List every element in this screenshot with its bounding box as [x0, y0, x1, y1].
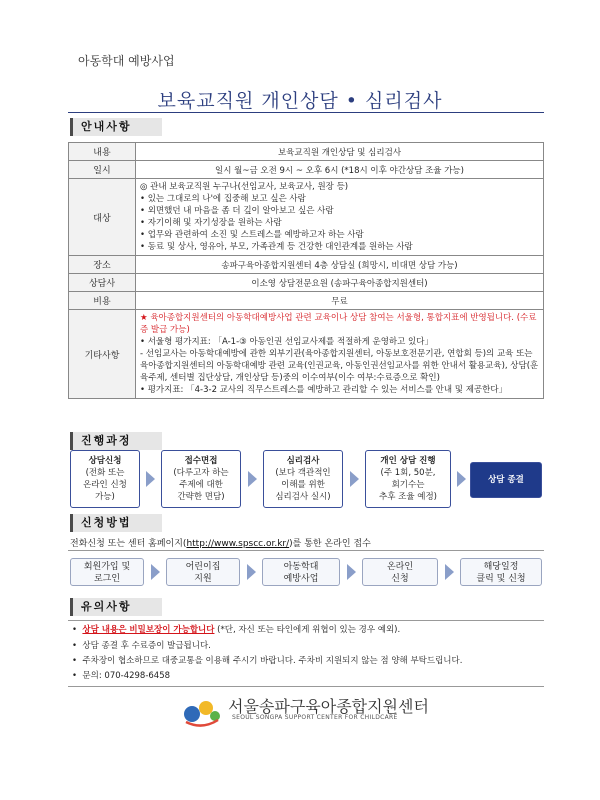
process-step-apply	[70, 450, 140, 508]
step-desc: 심리검사 실시)	[275, 492, 331, 502]
row-key: 장소	[69, 256, 136, 274]
arrow-icon	[151, 564, 160, 580]
step-desc: 주제에 대한	[179, 480, 223, 490]
row-key: 상담사	[69, 274, 136, 292]
caution-text: 상담 종결 후 수료증이 발급됩니다.	[82, 641, 211, 651]
page-title: 보육교직원 개인상담 • 심리검사	[157, 90, 443, 112]
divider	[68, 686, 544, 687]
step-label: 신청	[391, 574, 409, 584]
target-line: • 자기이해 및 자기성장을 원하는 사람	[140, 218, 282, 228]
step-desc: (주 1회, 50분,	[380, 468, 436, 478]
arrow-icon	[146, 471, 155, 487]
apply-step-daycare	[166, 558, 240, 586]
step-desc: 이해를 위한	[281, 480, 325, 490]
target-line: • 있는 그대로의 나'에 집중해 보고 싶은 사람	[140, 194, 306, 204]
divider	[68, 550, 544, 551]
step-desc: 회기수는	[391, 480, 425, 490]
process-step-test	[263, 450, 343, 508]
table-row	[69, 256, 544, 274]
apply-desc	[70, 536, 371, 549]
arrow-icon	[445, 564, 454, 580]
step-label: 어린이집	[185, 562, 221, 572]
caution-text: 주차장이 협소하므로 대중교통을 이용해 주시기 바랍니다. 주차비 지원되지 않는 점 양해 부탁드립니다.	[82, 656, 463, 666]
caution-item: • 상담 종결 후 수료증이 발급됩니다.	[72, 641, 211, 651]
apply-step-online	[362, 558, 438, 586]
section-heading-apply: 신청방법	[70, 514, 162, 532]
table-row	[69, 179, 544, 256]
target-line: • 동료 및 상사, 영유아, 부모, 가족관계 등 건강한 대인관계를 원하는 사람	[140, 242, 413, 252]
apply-step-login	[70, 558, 144, 586]
row-key: 일시	[69, 161, 136, 179]
apply-step-program	[262, 558, 340, 586]
row-value: 보육교직원 개인상담 및 심리검사	[136, 143, 544, 161]
row-key: 내용	[69, 143, 136, 161]
row-key: 대상	[69, 179, 136, 256]
arrow-icon	[457, 471, 466, 487]
step-desc: 온라인 신청	[83, 480, 127, 490]
caution-item: • 문의: 070-4298-6458	[72, 671, 171, 681]
row-value: 송파구육아종합지원센터 4층 상담실 (희망시, 비대면 상담 가능)	[136, 256, 544, 274]
apply-text: )를 통한 온라인 접수	[289, 539, 371, 549]
table-row	[69, 274, 544, 292]
step-label: 회원가입 및	[83, 562, 131, 572]
row-key: 기타사항	[69, 310, 136, 399]
process-step-counsel	[365, 450, 451, 508]
table-row	[69, 292, 544, 310]
arrow-icon	[248, 471, 257, 487]
title-divider	[68, 112, 544, 113]
homepage-link[interactable]: http://www.spscc.or.kr/	[186, 539, 290, 549]
process-step-intake	[161, 450, 241, 508]
step-label: 해당일정	[483, 562, 519, 572]
caution-item: • 주차장이 협소하므로 대중교통을 이용해 주시기 바랍니다. 주차비 지원되지 않는 점 양해 부탁드립니다.	[72, 656, 463, 666]
step-desc: 가능)	[95, 492, 115, 502]
row-value-etc	[136, 310, 544, 399]
apply-text: 전화신청 또는 센터 홈페이지(	[70, 539, 187, 549]
table-row	[69, 310, 544, 399]
step-title: 상담신청	[88, 456, 122, 466]
process-step-end: 상담 종결	[470, 462, 542, 498]
footer-org-name: 서울송파구육아종합지원센터	[228, 697, 429, 716]
row-value: 일시 월~금 오전 9시 ~ 오후 6시 (*18시 이후 야간상담 조율 가능)	[136, 161, 544, 179]
step-label: 온라인	[386, 562, 414, 572]
target-line: • 업무와 관련하여 소진 및 스트레스를 예방하고자 하는 사람	[140, 230, 364, 240]
step-title: 심리검사	[286, 456, 320, 466]
caution-item: • 상담 내용은 비밀보장이 가능합니다 (*단, 자신 또는 타인에게 위협이 있는 경우 예외).	[72, 625, 401, 635]
step-label: 예방사업	[283, 574, 319, 584]
footer-org-english: SEOUL SONGPA SUPPORT CENTER FOR CHILDCARE	[232, 714, 398, 721]
etc-line: • 서울형 평가지표: 「A-1-③ 아동인권 선임교사제를 적절하게 운영하고 있다」	[140, 337, 433, 347]
section-heading-guide: 안내사항	[70, 118, 162, 136]
caution-text: (*단, 자신 또는 타인에게 위협이 있는 경우 예외).	[214, 625, 401, 635]
etc-line: • 평가지표: 「4-3-2 교사의 직무스트레스를 예방하고 관리할 수 있는 서비스를 안내 및 제공한다」	[140, 385, 508, 395]
step-title: 접수면접	[184, 456, 218, 466]
etc-line: - 선임교사는 아동학대예방에 관한 외부기관(육아종합지원센터, 아동보호전문기관, 연합회 등)의 교육 또는 육아종합지원센터의 아동학대예방 관련 교육(인권교육, 아동인권선임교사를 위한 안내서 활용교육), 상담(훈육주제, 센터별 집단상담, 개인상담 등)중의 이수여부(이수 여부:수료증으로 확인)	[140, 349, 539, 383]
caution-red: 상담 내용은 비밀보장이 가능합니다	[82, 625, 215, 635]
program-category: 아동학대 예방사업	[78, 54, 175, 68]
divider	[68, 620, 544, 621]
arrow-icon	[247, 564, 256, 580]
center-logo-icon	[182, 694, 222, 728]
section-heading-caution: 유의사항	[70, 598, 162, 616]
row-key: 비용	[69, 292, 136, 310]
step-label: 클릭 및 신청	[476, 574, 526, 584]
info-table	[68, 142, 544, 399]
row-value: 무료	[136, 292, 544, 310]
step-desc: (전화 또는	[85, 468, 125, 478]
arrow-icon	[347, 564, 356, 580]
step-desc: 추후 조율 예정)	[379, 492, 437, 502]
step-label: 아동학대	[283, 562, 319, 572]
row-value-target	[136, 179, 544, 256]
section-heading-process: 진행과정	[70, 432, 162, 450]
row-value: 이소영 상담전문요원 (송파구육아종합지원센터)	[136, 274, 544, 292]
table-row	[69, 143, 544, 161]
apply-step-schedule	[460, 558, 542, 586]
notice-red: ★ 육아종합지원센터의 아동학대예방사업 관련 교육이나 상담 참여는 서울형, 통합지표에 반영됩니다. (수료증 발급 가능)	[140, 313, 537, 335]
contact-phone: 문의: 070-4298-6458	[82, 671, 171, 681]
step-desc: (보다 객관적인	[275, 468, 331, 478]
step-label: 로그인	[93, 574, 121, 584]
step-desc: 간략한 면담)	[177, 492, 225, 502]
step-desc: (다루고자 하는	[173, 468, 229, 478]
table-row	[69, 161, 544, 179]
arrow-icon	[350, 471, 359, 487]
target-line: • 외면했던 내 마음을 좀 더 깊이 알아보고 싶은 사람	[140, 206, 334, 216]
target-line: ◎ 관내 보육교직원 누구나(선임교사, 보육교사, 원장 등)	[140, 182, 349, 192]
step-title: 개인 상담 진행	[380, 456, 436, 466]
step-label: 지원	[194, 574, 212, 584]
